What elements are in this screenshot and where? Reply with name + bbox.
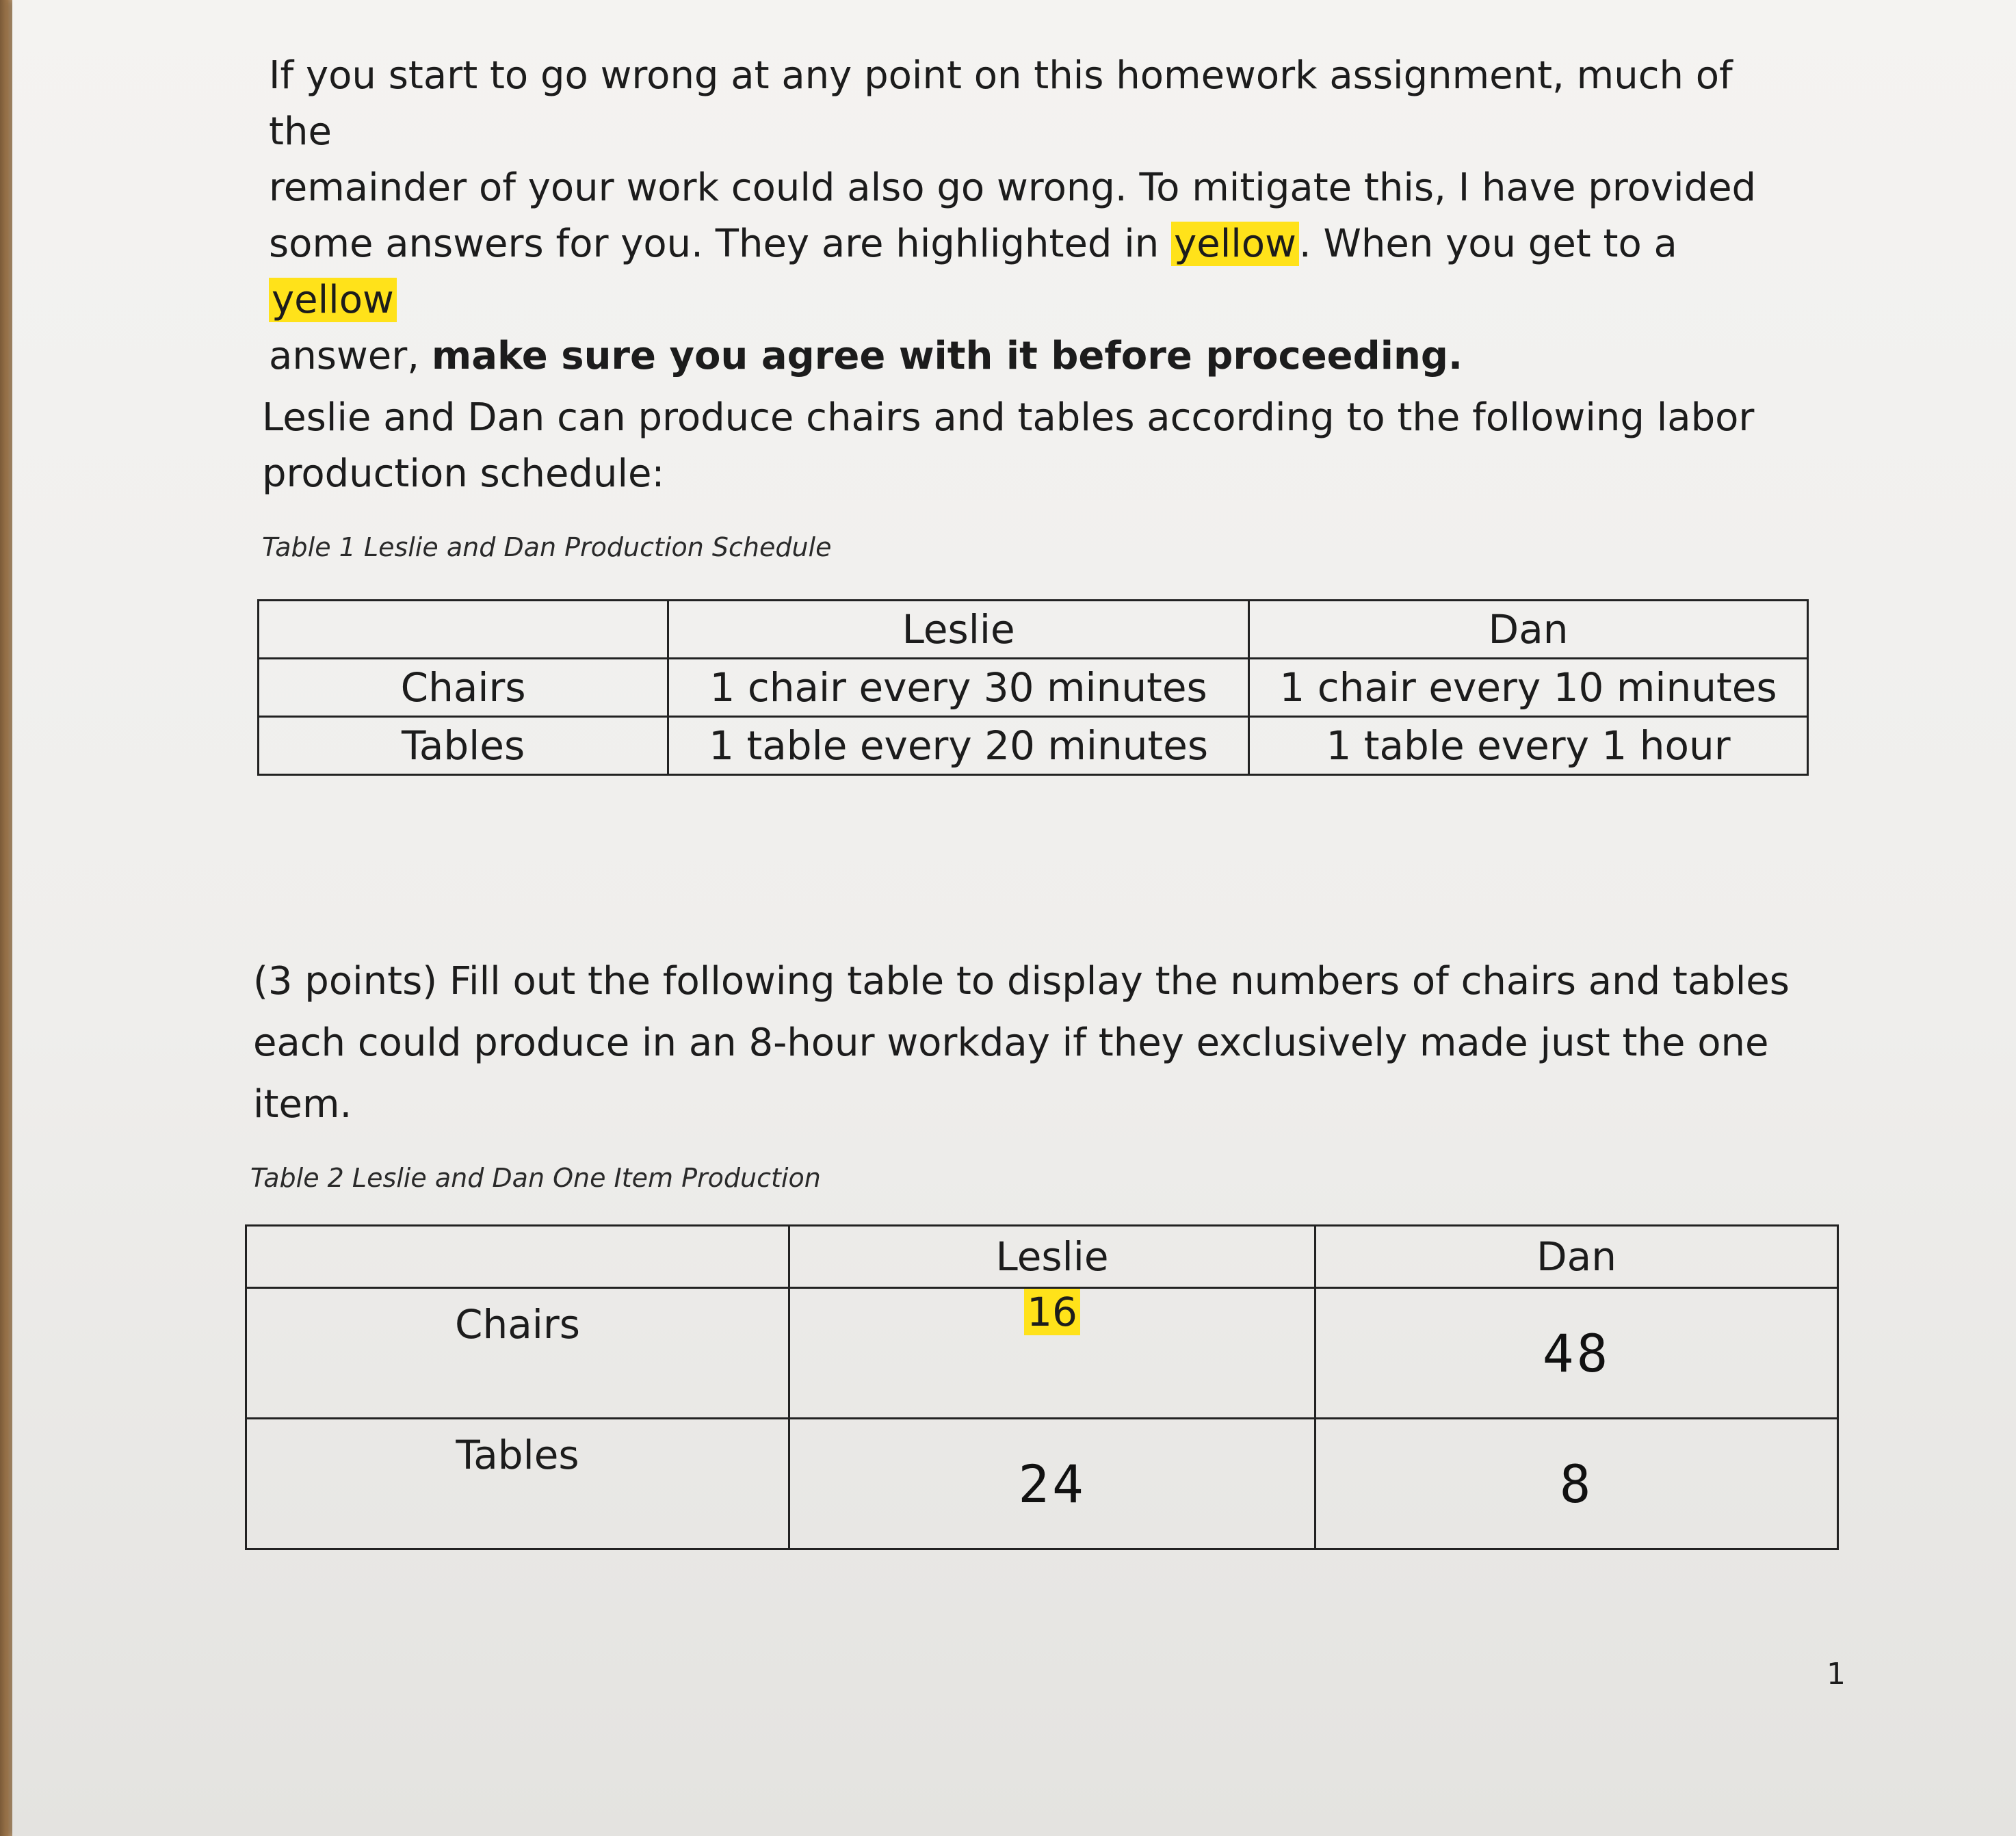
- section2-line-3: item.: [253, 1082, 352, 1127]
- table2-leslie-chairs-highlighted-answer: 16: [1024, 1289, 1080, 1335]
- table2-row-label-chairs: Chairs: [246, 1288, 789, 1419]
- table1-row-label-chairs: Chairs: [259, 659, 668, 717]
- table-row: [259, 659, 1808, 717]
- intro-line-3-start: some answers for you. They are highlighted in: [269, 222, 1172, 266]
- page-number: 1: [1827, 1657, 1846, 1692]
- table2-header-dan: Dan: [1315, 1226, 1838, 1288]
- intro-bold-instruction: make sure you agree with it before proceeding.: [431, 334, 1463, 378]
- section1-line-1: Leslie and Dan can produce chairs and tables according to the following labor: [262, 395, 1755, 440]
- document-page: [12, 0, 2016, 1836]
- intro-line-1: If you start to go wrong at any point on this homework assignment, much of the: [269, 53, 1733, 154]
- section1-line-2: production schedule:: [262, 451, 665, 496]
- table1-dan-tables: 1 table every 1 hour: [1249, 717, 1808, 775]
- intro-paragraph: [269, 48, 1774, 384]
- highlighted-word-yellow-2: yellow: [269, 278, 397, 322]
- table1-caption: Table 1 Leslie and Dan Production Schedule: [262, 532, 832, 562]
- table2-caption: Table 2 Leslie and Dan One Item Production: [250, 1163, 821, 1193]
- table-row: [259, 717, 1808, 775]
- table1-dan-chairs: 1 chair every 10 minutes: [1249, 659, 1808, 717]
- table-row: [246, 1419, 1838, 1549]
- desk-edge: [0, 0, 12, 1836]
- one-item-production-table: [245, 1224, 1839, 1550]
- intro-line-3: [269, 216, 1774, 328]
- table2-dan-chairs-handwritten: 48: [1315, 1288, 1838, 1419]
- table2-leslie-chairs-cell: [789, 1288, 1315, 1419]
- table2-header-leslie: Leslie: [789, 1226, 1315, 1288]
- table1-leslie-tables: 1 table every 20 minutes: [668, 717, 1249, 775]
- section2-line-1: (3 points) Fill out the following table to display the numbers of chairs and tables: [253, 959, 1790, 1004]
- table1-row-label-tables: Tables: [259, 717, 668, 775]
- intro-line-3-mid: . When you get to a: [1298, 222, 1677, 266]
- table1-header-leslie: Leslie: [668, 601, 1249, 659]
- production-schedule-table: [257, 599, 1809, 776]
- table2-header-empty: [246, 1226, 789, 1288]
- table1-header-dan: Dan: [1249, 601, 1808, 659]
- table2-header-row: [246, 1226, 1838, 1288]
- table-row: [246, 1288, 1838, 1419]
- highlighted-word-yellow-1: yellow: [1171, 222, 1299, 266]
- table1-header-row: [259, 601, 1808, 659]
- table1-header-empty: [259, 601, 668, 659]
- intro-line-4: [269, 328, 1774, 384]
- table2-dan-tables-handwritten: 8: [1315, 1419, 1838, 1549]
- intro-line-2: remainder of your work could also go wrong. To mitigate this, I have provided: [269, 166, 1757, 210]
- table2-row-label-tables: Tables: [246, 1419, 789, 1549]
- intro-line-4-start: answer,: [269, 334, 432, 378]
- section2-line-2: each could produce in an 8-hour workday if they exclusively made just the one: [253, 1021, 1769, 1065]
- production-schedule-paragraph: [262, 390, 1767, 502]
- table1-leslie-chairs: 1 chair every 30 minutes: [668, 659, 1249, 717]
- table2-leslie-tables-handwritten: 24: [789, 1419, 1315, 1549]
- question-paragraph: [253, 951, 1792, 1136]
